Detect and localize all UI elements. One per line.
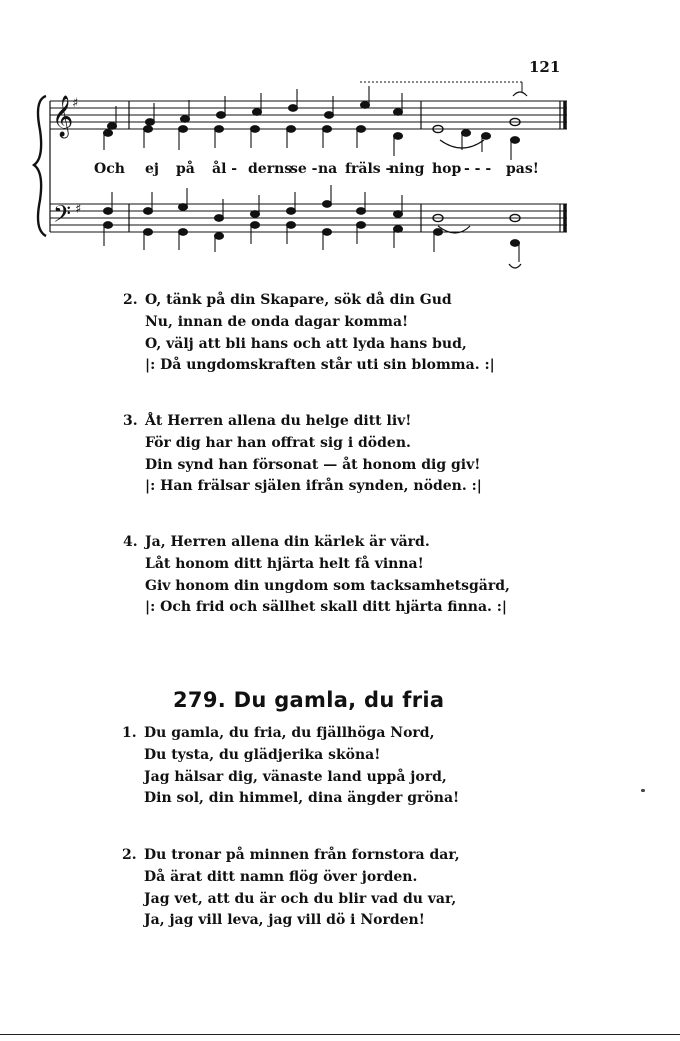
verse-line: Åt Herren allena du helge ditt liv! xyxy=(145,413,412,429)
verse-line: Giv honom din ungdom som tacksamhetsgärd, xyxy=(145,577,510,594)
verse xyxy=(122,845,460,932)
verse xyxy=(122,723,460,810)
verse-line: Din synd han försonat — åt honom dig giv! xyxy=(145,456,481,473)
treble-lower-notes xyxy=(104,126,520,160)
bass-lower-notes xyxy=(104,222,520,262)
verse-line: Jag vet, att du är och du blir vad du var, xyxy=(144,890,457,907)
lyric-syllable: fräls - xyxy=(345,161,392,177)
lyric-syllable: na xyxy=(318,161,338,177)
svg-text:♯: ♯ xyxy=(72,96,79,111)
treble-notes xyxy=(108,86,521,133)
verse-line: Ja, Herren allena din kärlek är värd. xyxy=(145,534,430,550)
verse-line: Du tysta, du glädjerika sköna! xyxy=(144,746,381,763)
verse-number: 2. xyxy=(123,292,138,308)
verse-line: Då ärat ditt namn flög över jorden. xyxy=(144,868,418,885)
verse-line: Du tronar på minnen från fornstora dar, xyxy=(144,847,460,863)
verse xyxy=(123,532,510,619)
lyric-syllable: ej xyxy=(145,161,159,177)
verse-number: 3. xyxy=(123,413,138,429)
verse-line: |: Då ungdomskraften står uti sin blomma. :| xyxy=(145,357,495,374)
lyric-syllable: Och xyxy=(94,161,125,177)
verse-line: Din sol, din himmel, dina ängder gröna! xyxy=(144,790,460,807)
lyric-syllable: - - - xyxy=(464,161,492,177)
verse-line: |: Och frid och sällhet skall ditt hjärta finna. :| xyxy=(145,599,508,616)
verse-line: Ja, jag vill leva, jag vill dö i Norden! xyxy=(144,912,425,929)
lyric-syllable: pas! xyxy=(506,161,539,177)
verse xyxy=(123,411,482,498)
verse-line: O, välj att bli hans och att lyda hans bud, xyxy=(145,335,467,352)
scan-speck xyxy=(641,789,645,792)
verse-number: 4. xyxy=(123,534,138,550)
page-number: 121 xyxy=(529,58,561,76)
lyric-syllable: på xyxy=(176,161,195,177)
system-brace xyxy=(34,96,46,236)
lyric-syllable: derns xyxy=(248,161,293,177)
bass-notes xyxy=(104,185,521,222)
verse xyxy=(123,290,495,377)
verse-line: O, tänk på din Skapare, sök då din Gud xyxy=(145,292,452,308)
verse-line: Du gamla, du fria, du fjällhöga Nord, xyxy=(144,725,435,741)
bass-clef-icon: 𝄢 xyxy=(53,200,72,233)
verse-line: |: Han frälsar själen ifrån synden, nöden. :| xyxy=(145,478,482,495)
lyric-syllable: se - xyxy=(290,161,318,177)
lyric-syllable: ål - xyxy=(212,161,238,177)
treble-staff xyxy=(50,101,567,129)
verse-line: Nu, innan de onda dagar komma! xyxy=(145,313,409,330)
music-score xyxy=(0,0,680,290)
verse-line: För dig har han offrat sig i döden. xyxy=(145,434,411,451)
song-title: 279. Du gamla, du fria xyxy=(173,688,445,712)
lyric-syllable: ning xyxy=(389,161,425,177)
svg-text:♯: ♯ xyxy=(75,202,82,217)
page-bottom-edge xyxy=(0,1034,680,1035)
bass-staff xyxy=(50,204,567,232)
lyric-syllable: hop xyxy=(432,161,462,177)
treble-clef-icon: 𝄞 xyxy=(52,96,74,137)
verse-number: 2. xyxy=(122,847,137,863)
verse-number: 1. xyxy=(122,725,137,741)
fermata-icon xyxy=(513,92,527,96)
fermata-lower-icon xyxy=(509,264,521,268)
verse-line: Jag hälsar dig, vänaste land uppå jord, xyxy=(144,768,447,785)
verse-line: Låt honom ditt hjärta helt få vinna! xyxy=(145,555,424,572)
